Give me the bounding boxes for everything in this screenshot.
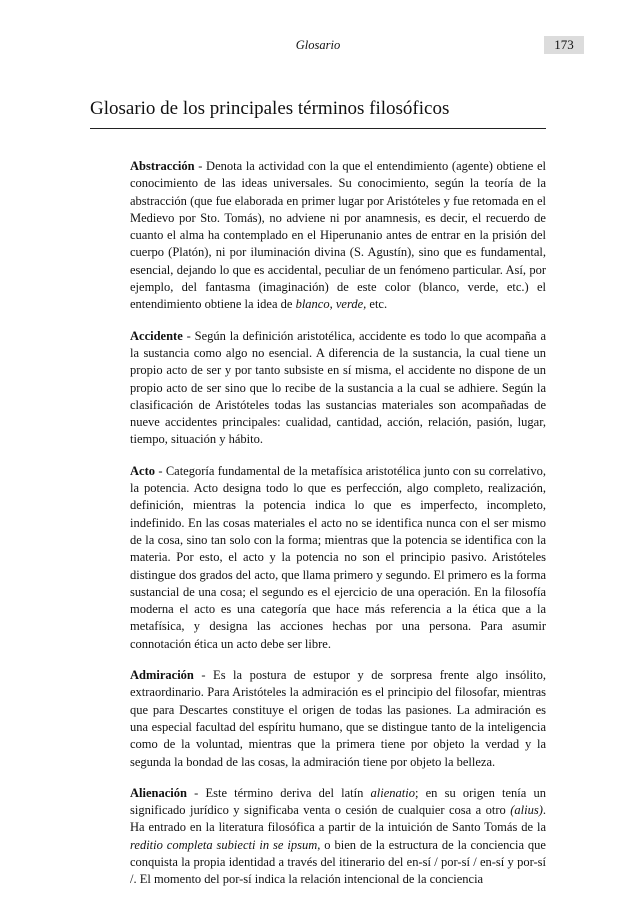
- entry-text: ; en su origen tenía un significado jurídico y significaba venta o cesión de cualquier cosa a otro: [130, 785, 546, 818]
- entry-term: Abstracción: [130, 159, 195, 173]
- running-title: Glosario: [295, 38, 341, 52]
- entry-text-italic: blanco, verde,: [295, 297, 367, 312]
- entry-text: - Es la postura de estupor y de sorpresa frente algo insólito, extraordinario. Para Aristóteles la admiración es el principio del filosofar, mientras que para Descartes constituye el origen de todas las pasiones. La admiración es una especial facultad del espíritu humano, que se distingue tanto de la inteligencia como de la voluntad, mientras que la primera tiene por objeto la verdad y la segunda la bondad de las cosas, la admiración tiene por objeto la belleza.: [130, 668, 546, 769]
- entry-text-italic: (alius): [510, 803, 543, 818]
- entry-text: . Ha entrado en la literatura filosófica a partir de la intuición de Santo Tomás de la: [130, 803, 546, 835]
- entry-text-italic: reditio completa subiecti in se ipsum: [130, 837, 318, 852]
- entry-text: - Denota la actividad con la que el entendimiento (agente) obtiene el conocimiento de las ideas universales. Su conocimiento, según la teoría de la abstracción (que fue elaborada en primer lugar por Aristóteles y fue retomada en el Medievo por Sto. Tomás), no adviene ni por anamnesis, es decir, el recuerdo de cuanto el alma ha contemplado en el Hiperunanio antes de entrar en la prisión del cuerpo (Platón), ni por iluminación divina (S. Agustín), sino que es fundamental, esencial, dejando lo que es accidental, peculiar de un fenómeno particular. Así, por ejemplo, del fantasma (imaginación) de este color (blanco, verde, etc.) el entendimiento obtiene la idea de: [130, 159, 546, 312]
- glossary-entry-accidente: [130, 328, 546, 449]
- entry-term: Admiración: [130, 668, 194, 683]
- glossary-entry-alienacion: [130, 785, 546, 889]
- entry-text: - Este término deriva del latín: [186, 785, 371, 800]
- entry-text: , o bien de la estructura de la conciencia que conquista la propia identidad a través del itinerario del en-sí / por-sí / en-sí y por-sí /. El momento del por-sí indica la relación intencional de la conciencia: [130, 837, 546, 887]
- glossary-entry-acto: [130, 463, 546, 653]
- entry-text-italic: alienatio: [370, 785, 415, 800]
- page-title: Glosario de los principales términos filosóficos: [90, 98, 546, 129]
- entry-term: Alienación: [130, 785, 187, 800]
- entry-term: Accidente: [130, 328, 183, 343]
- entry-text: etc.: [366, 297, 388, 312]
- running-head: [90, 36, 574, 56]
- glossary-entry-abstraccion: [130, 158, 546, 314]
- page-number: 173: [544, 36, 584, 54]
- entry-term: Acto: [130, 463, 155, 478]
- entry-text: - Categoría fundamental de la metafísica aristotélica junto con su correlativo, la potencia. Acto designa todo lo que es perfección, algo completo, realización, definición, mientras la potencia indica lo que es imperfecto, incompleto, indefinido. En las cosas materiales el acto no se identifica nunca con el ser mismo de la cosa, sino tan solo con la forma; mientras que la potencia se identifica con la materia. Por esto, el acto y la potencia no son el principio pasivo. Aristóteles distingue dos grados del acto, que llama primero y segundo. El primero es la forma sustancial de una cosa; el segundo es el ejercicio de una operación. En la filosofía moderna el acto es una categoría que hace más referencia a la ética que a la metafísica, y designa las acciones hechas por una persona. Para asumir connotación ética un acto debe ser libre.: [130, 463, 546, 651]
- glossary-body: [130, 158, 546, 903]
- entry-text: - Según la definición aristotélica, accidente es todo lo que acompaña a la sustancia como algo no esencial. A diferencia de la sustancia, la cual tiene un propio acto de ser y por tanto subsiste en sí misma, el accidente no dispone de un propio acto de ser sino que lo recibe de la sustancia a la cual se adhiere. Según la clasificación de Aristóteles todas las sustancias materiales son acompañadas de nueve accidentes principales: cualidad, cantidad, acción, relación, pasión, lugar, tiempo, situación y hábito.: [130, 328, 546, 447]
- glossary-entry-admiracion: [130, 667, 546, 771]
